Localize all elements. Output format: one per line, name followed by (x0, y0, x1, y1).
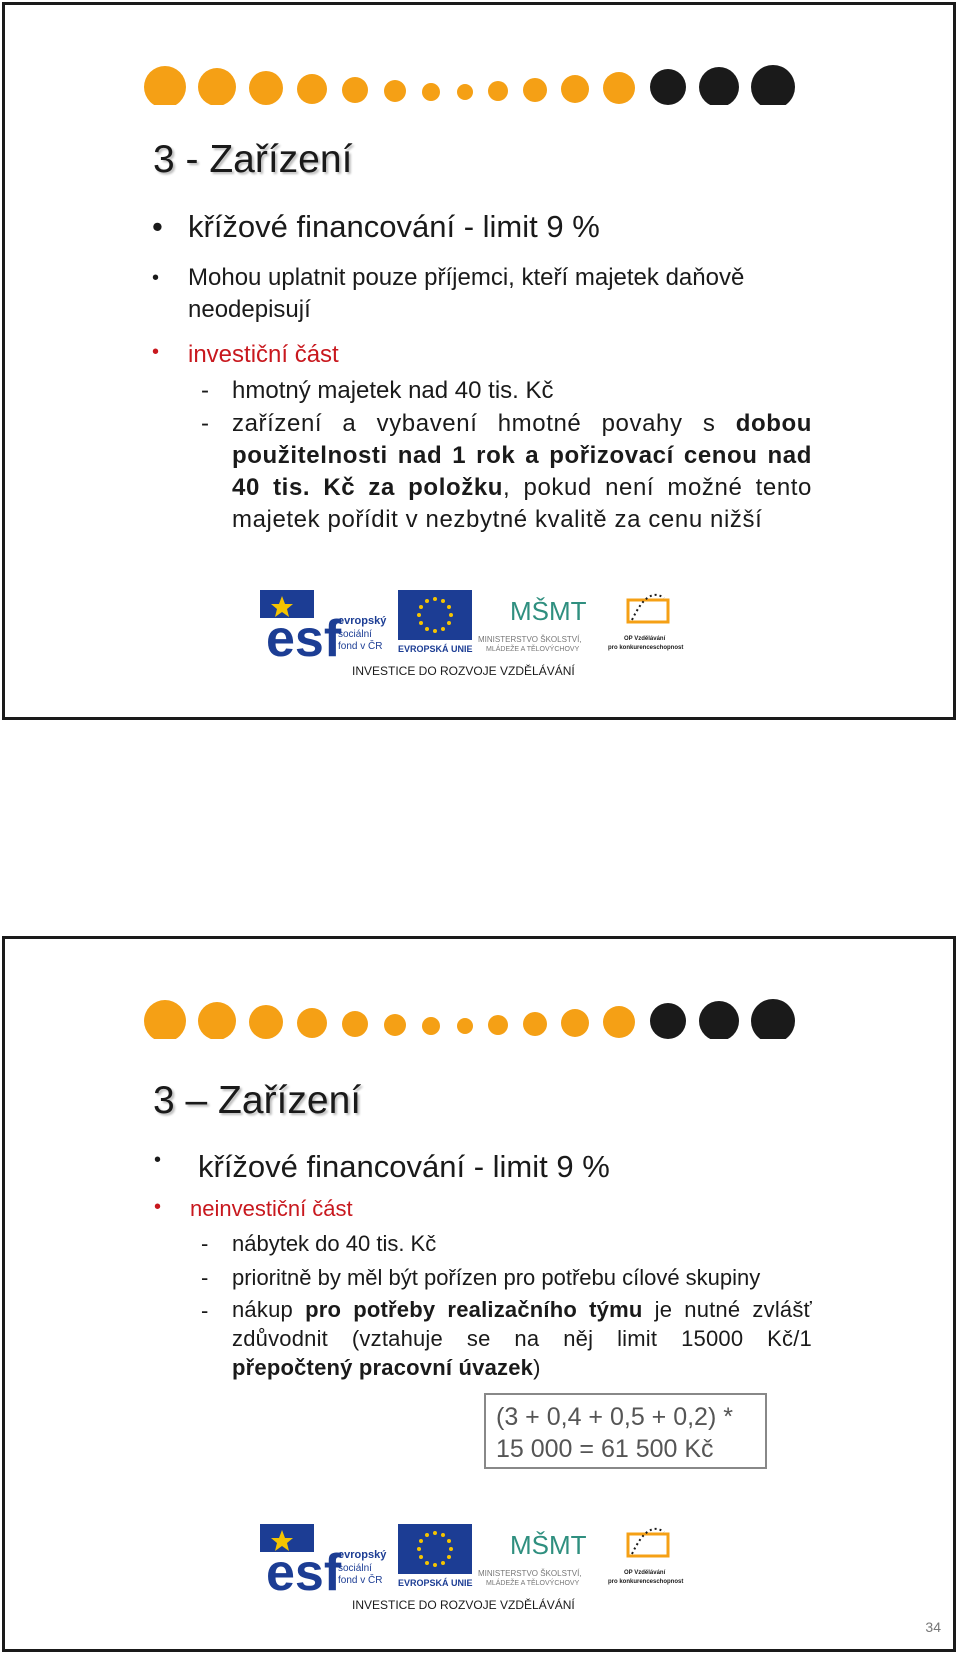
svg-text:EVROPSKÁ UNIE: EVROPSKÁ UNIE (398, 1578, 473, 1588)
formula-box (484, 1393, 767, 1469)
tagline: INVESTICE DO ROZVOJE VZDĚLÁVÁNÍ (352, 664, 575, 678)
dash-item-2: - (201, 1265, 209, 1290)
esf-logo (260, 1524, 387, 1602)
svg-text:OP Vzdělávání: OP Vzdělávání (624, 636, 666, 642)
svg-text:MŠMT: MŠMT (510, 596, 587, 626)
svg-text:sociální: sociální (338, 1563, 372, 1574)
bullet-investment-part: • investiční část (152, 341, 339, 368)
svg-text:fond v ČR: fond v ČR (338, 1575, 383, 1586)
paragraph-equipment: zařízení a vybavení hmotné povahy s dobou použitelnosti nad 1 rok a pořizovací cenou nad 40 tis. Kč za položku, pokud není možné tento majetek pořídit v nezbytné kvalitě za cenu nižší (232, 410, 812, 533)
dash-item-1: - (201, 377, 209, 404)
slide-1 (2, 2, 956, 720)
svg-text:evropský: evropský (338, 615, 387, 627)
bullet-mark: • (152, 209, 163, 244)
dash-text-furniture: nábytek do 40 tis. Kč (232, 1231, 437, 1256)
op-logo (608, 595, 683, 651)
dash-item-3: - (201, 1298, 209, 1323)
bullet-mark: • (154, 1149, 162, 1171)
page-number: 34 (925, 1619, 941, 1635)
formula-line-2: 15 000 = 61 500 Kč (496, 1435, 714, 1463)
svg-text:MLÁDEŽE A TĚLOVÝCHOVY: MLÁDEŽE A TĚLOVÝCHOVY (486, 646, 580, 653)
svg-text:pro konkurenceschopnost: pro konkurenceschopnost (608, 1579, 684, 1585)
formula-line-1: (3 + 0,4 + 0,5 + 0,2) * (496, 1403, 733, 1431)
esf-big-text: esf (266, 1544, 342, 1602)
svg-text:sociální: sociální (338, 629, 372, 640)
svg-text:MINISTERSTVO ŠKOLSTVÍ,: MINISTERSTVO ŠKOLSTVÍ, (478, 635, 582, 644)
eu-flag-logo (398, 1524, 473, 1588)
slide-2 (2, 936, 956, 1652)
svg-text:fond v ČR: fond v ČR (338, 641, 383, 652)
logo-strip (260, 590, 710, 686)
decorative-dots (5, 939, 959, 1039)
dash-text-priority: prioritně by měl být pořízen pro potřebu cílové skupiny (232, 1265, 761, 1290)
dash-text-tangible: hmotný majetek nad 40 tis. Kč (232, 377, 554, 404)
dash-item-2: - (201, 410, 209, 437)
bullet-non-investment-part: • neinvestiční část (154, 1196, 353, 1221)
svg-text:evropský: evropský (338, 1549, 387, 1561)
svg-text:OP Vzdělávání: OP Vzdělávání (624, 1570, 666, 1576)
bullet-mark: • (152, 267, 160, 289)
svg-text:pro konkurenceschopnost: pro konkurenceschopnost (608, 645, 684, 651)
svg-text:MINISTERSTVO ŠKOLSTVÍ,: MINISTERSTVO ŠKOLSTVÍ, (478, 1569, 582, 1578)
slide-title: 3 – Zařízení (153, 1079, 362, 1122)
dash-item-1: - (201, 1231, 209, 1256)
slide-title: 3 - Zařízení (153, 138, 353, 181)
bullet-mark: • (152, 341, 160, 363)
bullet-cross-financing: • křížové financování - limit 9 % (154, 1149, 610, 1184)
msmt-logo (478, 596, 587, 653)
tagline: INVESTICE DO ROZVOJE VZDĚLÁVÁNÍ (352, 1598, 575, 1612)
svg-text:MŠMT: MŠMT (510, 1530, 587, 1560)
esf-logo (260, 590, 387, 668)
svg-text:MLÁDEŽE A TĚLOVÝCHOVY: MLÁDEŽE A TĚLOVÝCHOVY (486, 1580, 580, 1587)
bullet-cross-financing: • křížové financování - limit 9 % (152, 209, 600, 244)
svg-text:EVROPSKÁ UNIE: EVROPSKÁ UNIE (398, 644, 473, 654)
op-logo (608, 1529, 683, 1585)
bullet-mark: • (154, 1196, 162, 1218)
logo-strip (260, 1524, 710, 1620)
eu-flag-logo (398, 590, 473, 654)
msmt-logo (478, 1530, 587, 1587)
esf-big-text: esf (266, 610, 342, 668)
paragraph-team-purchase: nákup pro potřeby realizačního týmu je nutné zvlášť zdůvodnit (vztahuje se na něj limit 15000 Kč/1 přepočtený pracovní úvazek) (232, 1297, 813, 1380)
bullet-recipients: • Mohou uplatnit pouze příjemci, kteří majetek daňově neodepisují (152, 264, 745, 323)
decorative-dots (5, 5, 959, 105)
